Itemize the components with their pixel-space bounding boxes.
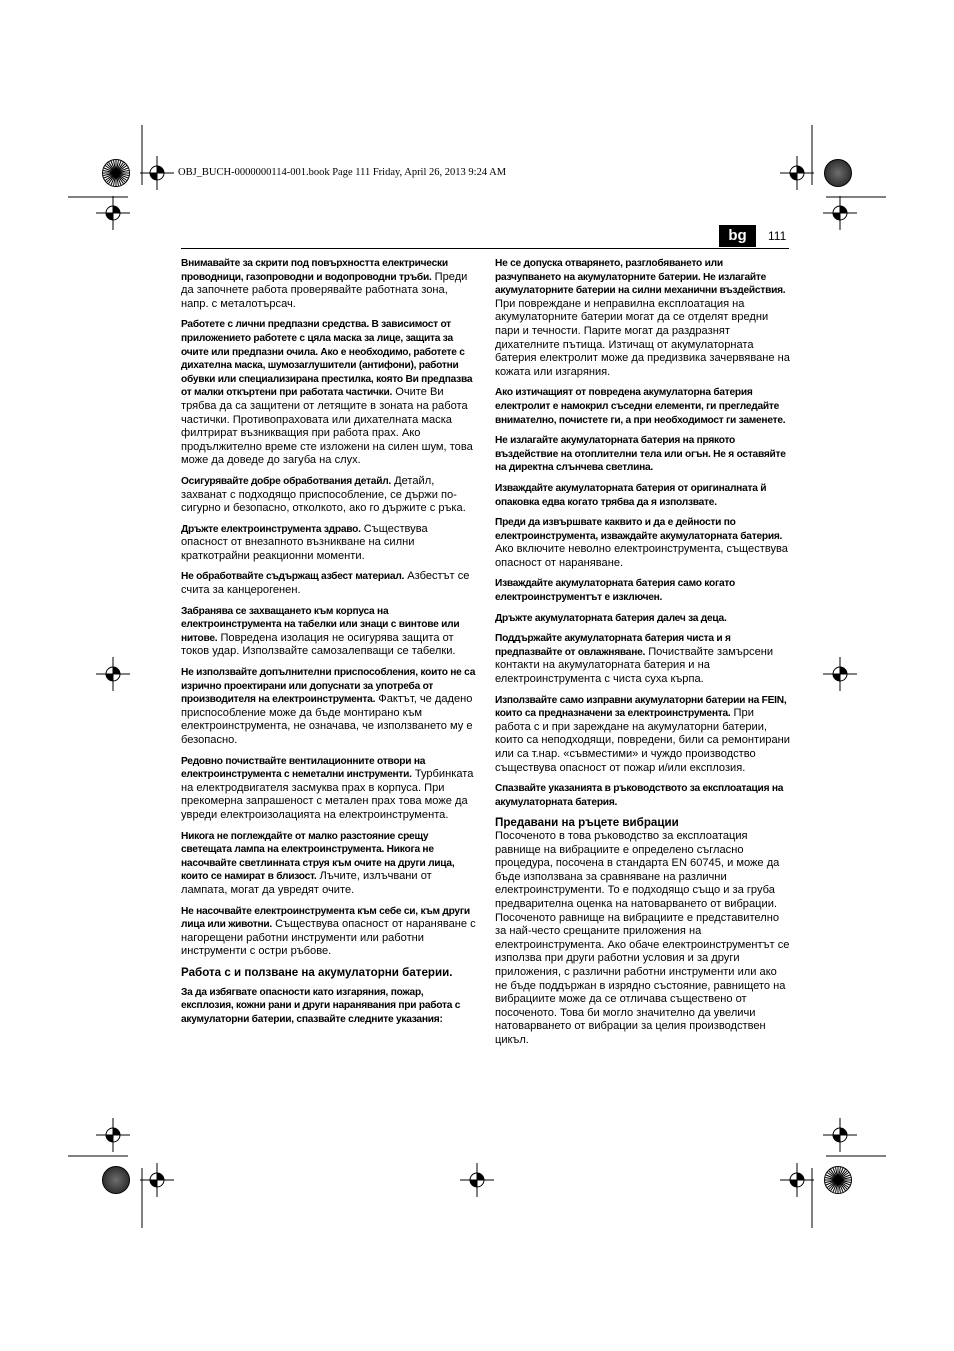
safety-paragraph: Забранява се захващането към корпуса на електроинструмента на табелки или знаци с винтове или нитове. Повредена изолация не осигурява защита от токов удар. Използвайте самозалепващи се табелки. xyxy=(181,605,460,658)
safety-paragraph: Внимавайте за скрити под повърхността електрически проводници, газопроводни и водопроводни тръби. Преди да започнете работа проверявайте работната зона, напр. с металотърсач. xyxy=(181,258,468,310)
left-column xyxy=(181,257,477,1033)
safety-paragraph: Не използвайте допълнителни приспособления, които не са изрично проектирани или допуснати за употреба от производителя на електроинструмента. Фактът, че дадено приспособление може да бъде монтирано към електроинструмента, не означава, че използването му е безопасно. xyxy=(181,667,476,746)
battery-paragraph: Не излагайте акумулаторната батерия на прякото въздействие на отоплителни тела или огън. Не я оставяйте на директна слънчева светлина. xyxy=(495,435,786,474)
safety-paragraph: Никога не поглеждайте от малко разстояние срещу светещата лампа на електроинструмента. Никога не насочвайте светлинната струя към очите на други лица, които се намират в близост. Лъчите, излъчвани от лампата, могат да увредят очите. xyxy=(181,830,455,896)
battery-section-heading: Работа с и ползване на акумулаторни батерии. xyxy=(181,965,453,979)
print-file-info: OBJ_BUCH-0000000114-001.book Page 111 Friday, April 26, 2013 9:24 AM xyxy=(178,167,507,178)
safety-paragraph: Работете с лични предпазни средства. В зависимост от приложението работете с цяла маска за лице, защита за очите или предпазни очила. Ако е необходимо, работете с дихателна маска, шумозаглушители (антифони), работни обувки или специализирана престилка, която Ви предпазва от малки откъртени при работата частички. Очите Ви трябва да са защитени от летящите в зоната на работа частички. Противопраховата или дихателната маска филтрират възникващия при работа прах. Ако продължително време сте изложени на силен шум, това може да доведе до загуба на слух. xyxy=(181,319,473,467)
battery-paragraph: Използвайте само изправни акумулаторни батерии на FEIN, които са предназначени за електроинструмента. При работа с и при зареждане на акумулаторни батерии, които са неподходящи, повредени, били са ремонтирани или са т.нар. «съвместими» и чуждо производство съществува опасност от пожар и/или експлозия. xyxy=(495,694,790,774)
battery-paragraph: Изваждайте акумулаторната батерия от оригиналната й опаковка едва когато трябва да я използвате. xyxy=(495,482,767,508)
header-rule xyxy=(181,248,789,249)
vibration-paragraph: Посоченото в това ръководство за експлоатация равнище на вибрациите е определено съгласно процедура, посочена в стандарта EN 60745, и може да бъде използвана за сравняване на различни електроинструменти. То е подходящо също и за груба предварителна оценка на натоварването от вибрации. xyxy=(495,829,780,910)
battery-paragraph: Не се допуска отварянето, разглобяването или разчупването на акумулаторните батерии. Не излагайте акумулаторните батерии на силни механични въздействия. При повреждане и неправилна експлоатация на акумулаторните батерии могат да се отделят вредни пари и течности. Парите могат да раздразнят дихателните пътища. Изтичащ от акумулаторната батерия електролит може да предизвика зачервяване на кожата или изгаряния. xyxy=(495,258,790,378)
battery-paragraph: Дръжте акумулаторната батерия далеч за деца. xyxy=(495,612,727,624)
vibration-section-heading: Предавани на ръцете вибрации xyxy=(495,816,679,830)
right-column xyxy=(495,257,791,1047)
safety-paragraph: Редовно почиствайте вентилационните отвори на електроинструмента с неметални инструменти. Турбинката на електродвигателя засмуква прах в корпуса. При прекомерна запрашеност с метален прах това може да увреди електроизолацията на електроинструмента. xyxy=(181,755,474,821)
safety-paragraph: Не обработвайте съдържащ азбест материал. Азбестът се счита за канцерогенен. xyxy=(181,570,470,597)
battery-paragraph: Изваждайте акумулаторната батерия само когато електроинструментът е изключен. xyxy=(495,578,735,604)
battery-paragraph: Поддържайте акумулаторната батерия чиста и я предпазвайте от овлажняване. Почиствайте замърсени контакти на акумулаторната батерия и на електроинструмента с чиста суха кърпа. xyxy=(495,633,774,686)
safety-paragraph: Дръжте електроинструмента здраво. Съществува опасност от внезапното възникване на силни краткотрайни реакционни моменти. xyxy=(181,522,428,562)
safety-paragraph: Осигурявайте добре обработвания детайл. Детайл, захванат с подходящо приспособление, се държи по-сигурно и безопасно, отколкото, ако го държите с ръка. xyxy=(181,474,466,515)
safety-paragraph: Не насочвайте електроинструмента към себе си, към други лица или животни. Съществува опасност от нараняване с нагорещени работни инструменти или работни инструменти с остри ръбове. xyxy=(181,905,476,958)
language-tab: bg xyxy=(719,225,756,247)
battery-paragraph: Преди да извършвате каквито и да е дейности по електроинструмента, изваждайте акумулаторната батерия. Ако включите неволно електроинструмента, съществува опасност от нараняване. xyxy=(495,517,788,569)
vibration-paragraph: Посоченото равнище на вибрациите е представително за най-често срещаните приложения на електроинструмента. Ако обаче електроинструментът се използва при други работни условия и за други приложения, с различни работни инструменти или ако не бъде поддържан в изрядно състояние, равнището на вибрациите може да се отличава съществено от посоченото. Това би могло значително да увеличи натоварването от вибрации за целия производствен цикъл. xyxy=(495,911,790,1046)
page-number: 111 xyxy=(768,229,787,243)
battery-paragraph: Ако изтичащият от повредена акумулаторна батерия електролит е намокрил съседни елементи, ги прегледайте внимателно, почистете ги, а при необходимост ги заменете. xyxy=(495,387,786,426)
battery-intro: За да избягвате опасности като изгаряния, пожар, експлозия, кожни рани и други наранявания при работа с акумулаторни батерии, спазвайте следните указания: xyxy=(181,986,461,1025)
battery-paragraph: Спазвайте указанията в ръководството за експлоатация на акумулаторната батерия. xyxy=(495,783,784,808)
